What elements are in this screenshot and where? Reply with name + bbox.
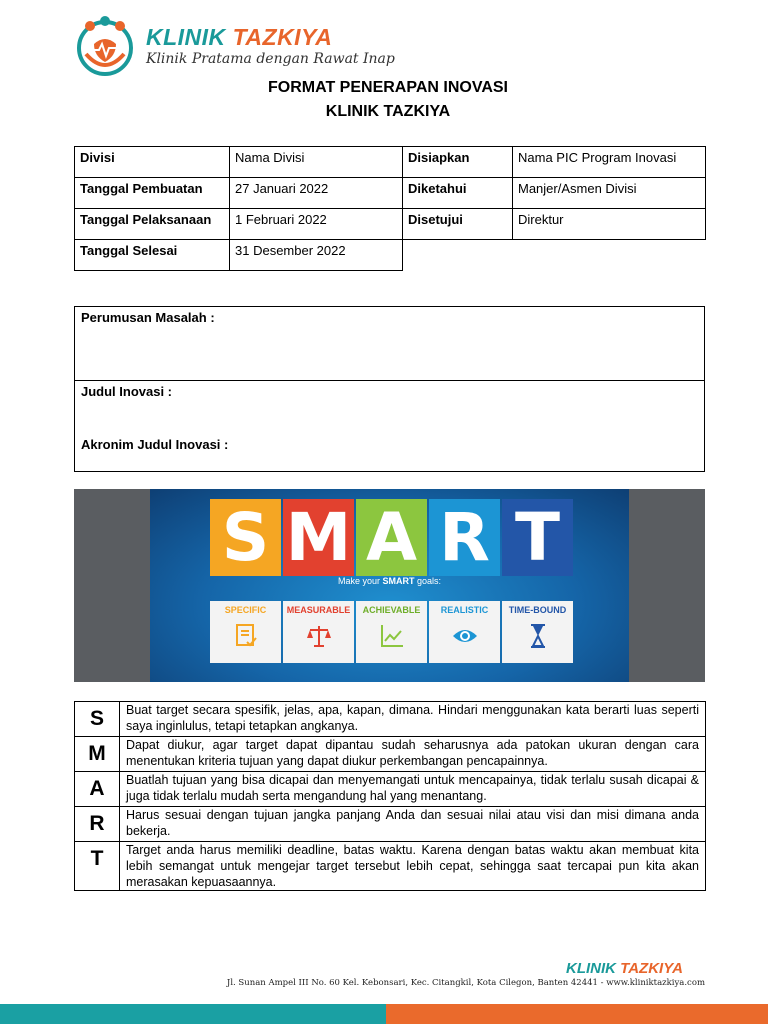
tile-letter: M xyxy=(283,499,354,576)
tile-lower xyxy=(210,601,281,663)
caption-prefix: Make your xyxy=(337,576,383,586)
judul-inovasi-label: Judul Inovasi : xyxy=(81,384,173,399)
perumusan-section xyxy=(75,307,704,381)
smart-letter: S xyxy=(75,702,120,737)
table-row xyxy=(75,702,706,737)
smart-table xyxy=(74,701,706,891)
tanggal-pelaksanaan-label: Tanggal Pelaksanaan xyxy=(75,209,230,240)
tanggal-selesai-label: Tanggal Selesai xyxy=(75,240,230,271)
tile-measurable xyxy=(283,499,354,663)
tanggal-pelaksanaan-value: 1 Februari 2022 xyxy=(230,209,403,240)
smart-description: Buatlah tujuan yang bisa dicapai dan menyemangati untuk mencapainya, tidak terlalu susah dicapai & juga tidak terlalu mudah serta mengandung hal yang menantang. xyxy=(120,772,706,807)
disetujui-label: Disetujui xyxy=(403,209,513,240)
tile-achievable xyxy=(356,499,427,663)
tile-letter: S xyxy=(210,499,281,576)
document-check-icon xyxy=(233,623,259,649)
scales-icon xyxy=(306,623,332,649)
smart-banner xyxy=(74,489,705,682)
tile-realistic xyxy=(429,499,500,663)
diketahui-label: Diketahui xyxy=(403,178,513,209)
footer-brand-tazkiya: TAZKIYA xyxy=(620,960,683,977)
tile-label: SPECIFIC xyxy=(224,605,267,615)
disiapkan-label: Disiapkan xyxy=(403,147,513,178)
smart-description: Dapat diukur, agar target dapat dipantau sudah seharusnya ada patokan ukuran dengan cara menentukan kriteria tujuan yang dapat diukur perkembangan pencapainnya. xyxy=(120,737,706,772)
eye-icon xyxy=(452,623,478,649)
table-row xyxy=(75,209,706,240)
smart-letter: T xyxy=(75,842,120,891)
clinic-logo-icon xyxy=(72,14,138,80)
caption-bold: SMART xyxy=(382,576,415,586)
diketahui-value: Manjer/Asmen Divisi xyxy=(513,178,706,209)
table-row xyxy=(75,178,706,209)
problem-box xyxy=(74,306,705,472)
smart-letter: M xyxy=(75,737,120,772)
brand-tazkiya: TAZKIYA xyxy=(232,24,333,50)
info-table xyxy=(74,146,706,271)
smart-description: Buat target secara spesifik, jelas, apa, kapan, dimana. Hindari menggunakan kata berarti luas seperti saya inginlulus, tetapi tetapkan angkanya. xyxy=(120,702,706,737)
tanggal-pembuatan-label: Tanggal Pembuatan xyxy=(75,178,230,209)
tile-letter: A xyxy=(356,499,427,576)
footer-bar-orange xyxy=(386,1004,768,1024)
divisi-label: Divisi xyxy=(75,147,230,178)
footer-brand-klinik: KLINIK xyxy=(566,960,616,977)
footer-address: Jl. Sunan Ampel III No. 60 Kel. Kebonsari, Kec. Citangkil, Kota Cilegon, Banten 42441 - www.kliniktazkiya.com xyxy=(226,978,705,988)
tile-label: REALISTIC xyxy=(440,605,489,615)
tile-lower xyxy=(502,601,573,663)
tile-lower xyxy=(429,601,500,663)
table-row xyxy=(75,842,706,891)
tile-lower xyxy=(283,601,354,663)
tanggal-selesai-value: 31 Desember 2022 xyxy=(230,240,403,271)
perumusan-masalah-label: Perumusan Masalah : xyxy=(81,310,215,325)
brand-klinik: KLINIK xyxy=(146,24,226,50)
akronim-judul-label: Akronim Judul Inovasi : xyxy=(81,437,229,452)
tanggal-pembuatan-value: 27 Januari 2022 xyxy=(230,178,403,209)
tile-label: TIME-BOUND xyxy=(508,605,567,615)
disiapkan-value: Nama PIC Program Inovasi xyxy=(513,147,706,178)
tile-letter: T xyxy=(502,499,573,576)
chart-rising-icon xyxy=(379,623,405,649)
tile-lower xyxy=(356,601,427,663)
table-row xyxy=(75,147,706,178)
smart-letter: A xyxy=(75,772,120,807)
tile-letter: R xyxy=(429,499,500,576)
hourglass-icon xyxy=(525,623,551,649)
brand-name xyxy=(146,24,332,51)
tile-label: ACHIEVABLE xyxy=(362,605,421,615)
brand-tagline: Klinik Pratama dengan Rawat Inap xyxy=(146,51,395,67)
footer-bar-teal xyxy=(0,1004,386,1024)
smart-description: Target anda harus memiliki deadline, batas waktu. Karena dengan batas waktu akan membuat kita lebih semangat untuk mengejar target tersebut lebih cepat, sehingga saat tercapai pun kita akan merasakan kepuasaannya. xyxy=(120,842,706,891)
table-row xyxy=(75,737,706,772)
tile-specific xyxy=(210,499,281,663)
table-row xyxy=(75,240,706,271)
smart-banner-panel xyxy=(150,489,629,682)
smart-description: Harus sesuai dengan tujuan jangka panjang Anda dan sesuai nilai atau visi dan misi dimana anda bekerja. xyxy=(120,807,706,842)
empty-cell xyxy=(403,240,706,271)
tile-label: MEASURABLE xyxy=(286,605,351,615)
smart-letter: R xyxy=(75,807,120,842)
table-row xyxy=(75,807,706,842)
footer-brand xyxy=(566,960,683,977)
document-title: FORMAT PENERAPAN INOVASI xyxy=(267,79,508,96)
table-row xyxy=(75,772,706,807)
caption-suffix: goals: xyxy=(414,576,442,586)
disetujui-value: Direktur xyxy=(513,209,706,240)
tile-time-bound xyxy=(502,499,573,663)
divisi-value: Nama Divisi xyxy=(230,147,403,178)
document-subtitle: KLINIK TAZKIYA xyxy=(325,103,451,120)
